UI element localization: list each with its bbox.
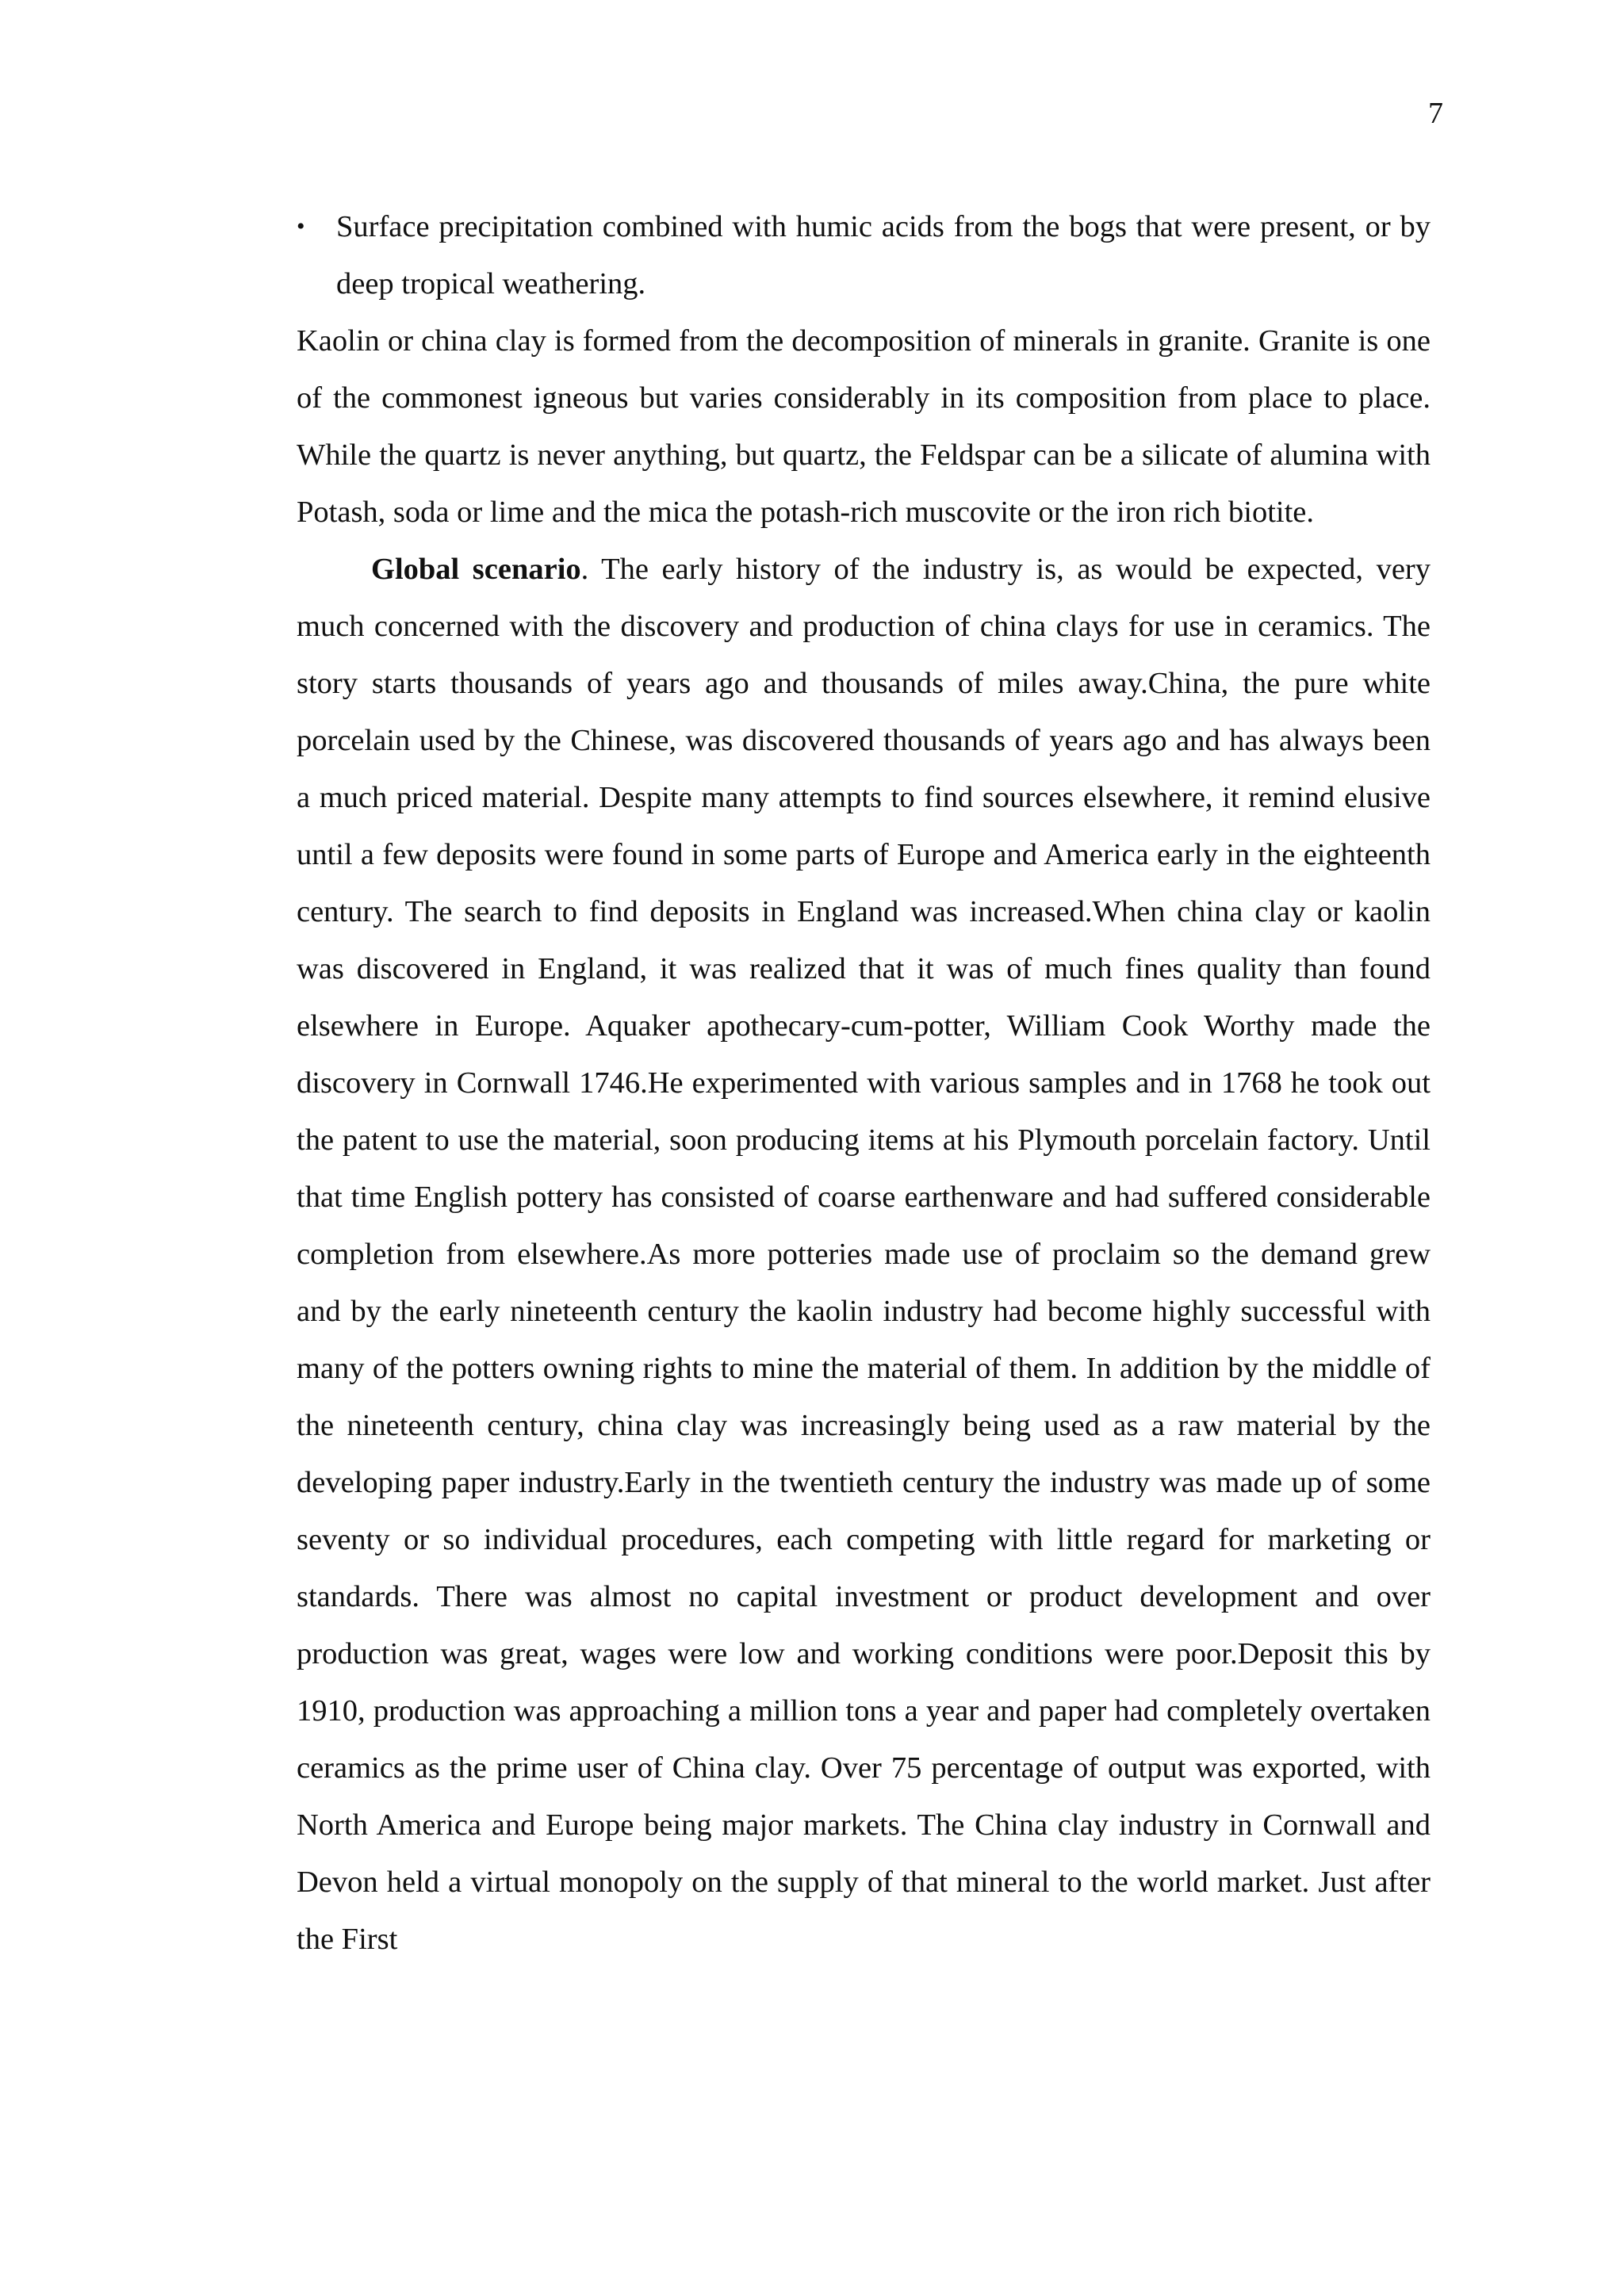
paragraph-global-scenario [297,541,1431,1968]
page-number: 7 [1428,97,1443,130]
paragraph-kaolin-formation: Kaolin or china clay is formed from the decomposition of minerals in granite. Granite is one of the commonest igneous but varies considerably in its composition from place to place. While the quartz is never anything, but quartz, the Feldspar can be a silicate of alumina with Potash, soda or lime and the mica the potash-rich muscovite or the iron rich biotite. [297,324,1431,529]
section-heading-global-scenario: Global scenario [371,553,581,586]
bullet-icon: • [297,213,305,239]
document-body [297,198,1431,1968]
bullet-list-item [297,198,1431,312]
paragraph-global-scenario-text: . The early history of the industry is, as would be expected, very much concerned with the discovery and production of china clays for use in ceramics. The story starts thousands of years ago and thousands of miles away.China, the pure white porcelain used by the Chinese, was discovered thousands of years ago and has always been a much priced material. Despite many attempts to find sources elsewhere, it remind elusive until a few deposits were found in some parts of Europe and America early in the eighteenth century. The search to find deposits in England was increased.When china clay or kaolin was discovered in England, it was realized that it was of much fines quality than found elsewhere in Europe. Aquaker apothecary-cum-potter, William Cook Worthy made the discovery in Cornwall 1746.He experimented with various samples and in 1768 he took out the patent to use the material, soon producing items at his Plymouth porcelain factory. Until that time English pottery has consisted of coarse earthenware and had suffered considerable completion from elsewhere.As more potteries made use of proclaim so the demand grew and by the early nineteenth century the kaolin industry had become highly successful with many of the potters owning rights to mine the material of them. In addition by the middle of the nineteenth century, china clay was increasingly being used as a raw material by the developing paper industry.Early in the twentieth century the industry was made up of some seventy or so individual procedures, each competing with little regard for marketing or standards. There was almost no capital investment or product development and over production was great, wages were low and working conditions were poor.Deposit this by 1910, production was approaching a million tons a year and paper had completely overtaken ceramics as the prime user of China clay. Over 75 percentage of output was exported, with North America and Europe being major markets. The China clay industry in Cornwall and Devon held a virtual monopoly on the supply of that mineral to the world market. Just after the First [297,553,1431,1956]
bullet-text: Surface precipitation combined with humic acids from the bogs that were present, or by deep tropical weathering. [336,210,1431,300]
